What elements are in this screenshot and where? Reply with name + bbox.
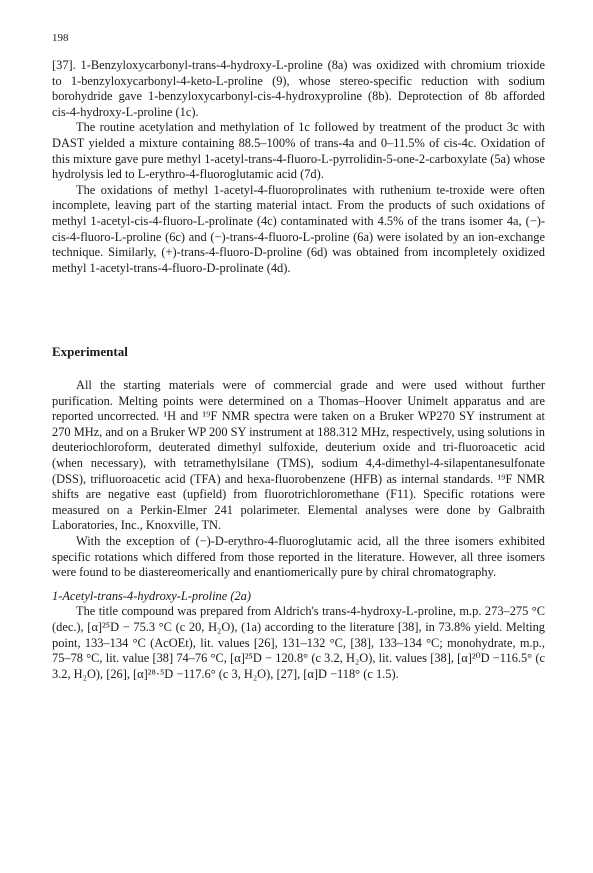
intro-text-block [52,58,545,276]
paragraph-acetylation: The routine acetylation and methylation of 1c followed by treatment of the product 3c with DAST yielded a mixture containing 88.5–100% of trans-4a and 0–11.5% of cis-4c. Oxidation of this mixture gave pure methyl 1-acetyl-trans-4-fluoro-L-pyrrolidin-5-one-2-carboxylate (5a) whose hydrolysis led to L-erythro-4-fluoroglutamic acid (7d). [52,120,545,182]
page-number: 198 [52,32,69,44]
paragraph-specific-rotations: With the exception of (−)-D-erythro-4-fluoroglutamic acid, all the three isomers exhibited specific rotations which differed from those reported in the literature. However, all three isomers were found to be diastereomerically and enantiomerically pure by chiral chromatography. [52,533,545,580]
paragraph-oxidation-route: [37]. 1-Benzyloxycarbonyl-trans-4-hydroxy-L-proline (8a) was oxidized with chromium trioxide to 1-benzyloxycarbonyl-4-keto-L-proline (9), whose stereo-specific reduction with sodium borohydride gave 1-benzyloxycarbonyl-cis-4-hydroxyproline (8b). Deprotection of 8b afforded cis-4-hydroxy-L-proline (1c). [52,58,545,119]
paragraph-ruthenium-oxidation: The oxidations of methyl 1-acetyl-4-fluoroprolinates with ruthenium te-troxide were often incomplete, leaving part of the starting material intact. From the products of such oxidations of methyl 1-acetyl-cis-4-fluoro-L-prolinate (4c) contaminated with 4.5% of the trans isomer 4a, (−)-cis-4-fluoro-L-proline (6c) and (−)-trans-4-fluoro-L-proline (6a) were isolated by an ion-exchange technique. Similarly, (+)-trans-4-fluoro-D-proline (6d) was obtained from incompletely oxidized methyl 1-acetyl-trans-4-fluoro-D-prolinate (4d). [52,182,545,275]
experimental-text-block [52,378,545,682]
section-heading-experimental: Experimental [52,344,128,359]
paragraph-compound-2a: The title compound was prepared from Aldrich's trans-4-hydroxy-L-proline, m.p. 273–275 °C (dec.), [α]²⁵D − 75.3 °C (c 20, H₂O), (1a) according to the literature [38], in 73.8% yield. Melting point, 133–134 °C (AcOEt), lit. values [26], 131–132 °C, [38], 133–134 °C; monohydrate, m.p., 75–78 °C, lit. value [38] 74–76 °C, [α]²⁵D − 120.8° (c 3.2, H₂O), lit. values [38], [α]²⁰D −116.5° (c 3.2, H₂O), [26], [α]²⁸·⁵D −117.6° (c 3, H₂O), [27], [α]D −118° (c 1.5). [52,604,545,681]
compound-subheading: 1-Acetyl-trans-4-hydroxy-L-proline (2a) [52,588,251,603]
paragraph-materials-methods: All the starting materials were of commercial grade and were used without further purification. Melting points were determined on a Thomas–Hoover Unimelt apparatus and are reported uncorrected. ¹H and ¹⁹F NMR spectra were taken on a Bruker WP270 SY instrument at 270 MHz, and on a Bruker WP 200 SY instrument at 188.312 MHz, respectively, using solutions in deuteriochloroform, deuterated dimethyl sulfoxide, deuterium oxide and tri-fluoroacetic acid (when necessary), with tetramethylsilane (TMS), sodium 4,4-dimethyl-4-silapentanesulfonate (DSS), trifluoroacetic acid (TFA) and hexa-fluorobenzene (HFB) as internal standards. ¹⁹F NMR shifts are negative east (upfield) from fluorotrichloromethane (F11). Specific rotations were measured on a Perkin-Elmer 241 polarimeter. Elemental analyses were done by Galbraith Laboratories, Inc., Knoxville, TN. [52,378,545,533]
